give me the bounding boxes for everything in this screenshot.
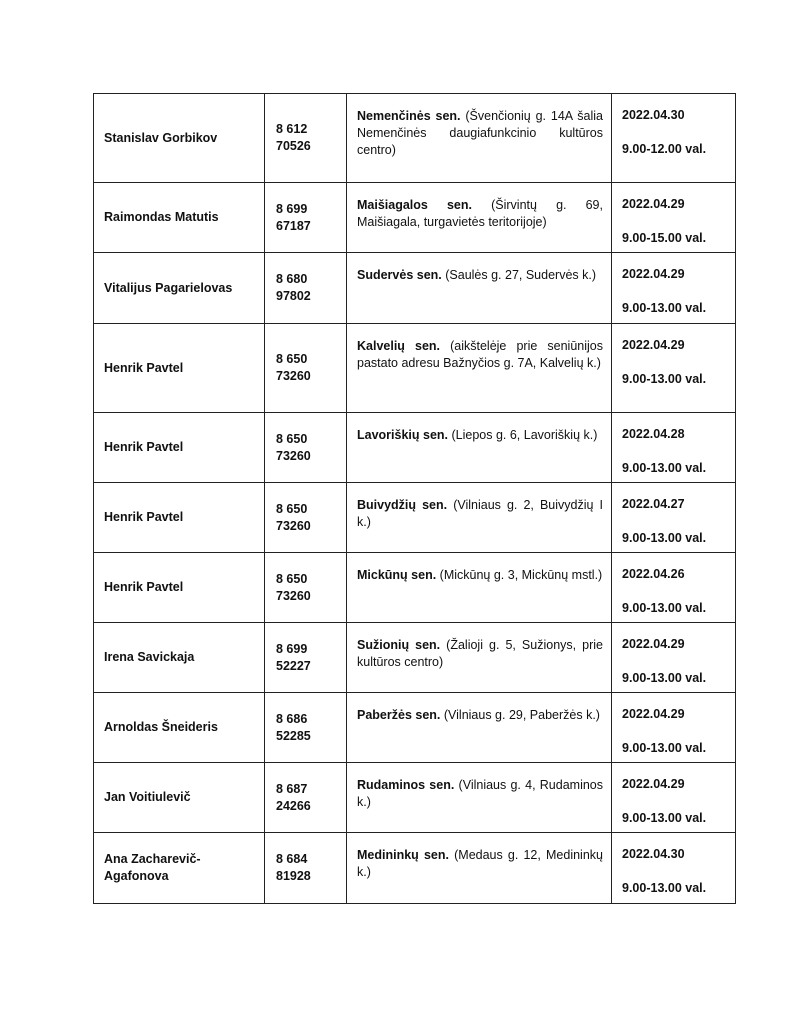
time-cell <box>612 763 736 833</box>
visit-hours: 9.00-13.00 val. <box>622 881 707 895</box>
person-name-cell <box>94 413 265 483</box>
visit-hours: 9.00-13.00 val. <box>622 671 707 685</box>
location-cell <box>347 253 612 324</box>
person-name: Jan Voitiulevič <box>104 790 191 804</box>
phone-prefix: 8 650 <box>276 352 308 366</box>
phone-number: 97802 <box>276 289 311 303</box>
location-address: (Vilniaus g. 4, Rudaminos k.) <box>357 778 604 809</box>
visit-date: 2022.04.29 <box>622 338 685 352</box>
visit-hours: 9.00-13.00 val. <box>622 531 707 545</box>
phone-prefix: 8 686 <box>276 711 308 726</box>
phone-cell <box>265 763 347 833</box>
time-cell <box>612 693 736 763</box>
phone-prefix: 8 699 <box>276 201 308 216</box>
person-name: Henrik Pavtel <box>104 440 184 454</box>
location-cell <box>347 833 612 904</box>
location-address: (Saulės g. 27, Sudervės k.) <box>441 268 597 282</box>
location-address: (Vilniaus g. 2, Buivydžių I k.) <box>357 498 603 529</box>
visit-date: 2022.04.29 <box>622 197 685 211</box>
location-district: Maišiagalos sen. <box>357 198 472 212</box>
phone-number: 52285 <box>276 728 311 743</box>
location-cell <box>347 94 612 183</box>
visit-date: 2022.04.28 <box>622 427 685 441</box>
phone-prefix: 8 699 <box>276 641 308 656</box>
time-cell <box>612 183 736 253</box>
phone-prefix: 8 684 <box>276 852 308 866</box>
table-row <box>94 483 736 553</box>
location-address: (Vilniaus g. 29, Paberžės k.) <box>440 708 600 722</box>
phone-number: 73260 <box>276 448 311 463</box>
phone-prefix: 8 650 <box>276 501 308 516</box>
person-name: Henrik Pavtel <box>104 580 184 594</box>
location-district: Buivydžių sen. <box>357 498 448 512</box>
person-name: Arnoldas Šneideris <box>104 720 218 734</box>
phone-cell <box>265 413 347 483</box>
time-cell <box>612 324 736 413</box>
visit-hours: 9.00-13.00 val. <box>622 741 707 755</box>
table-row <box>94 94 736 183</box>
location-address: (Žalioji g. 5, Sužionys, prie kultūros centro) <box>357 638 603 669</box>
person-name-cell <box>94 693 265 763</box>
person-name: Vitalijus Pagarielovas <box>104 280 233 295</box>
phone-cell <box>265 183 347 253</box>
phone-number: 81928 <box>276 869 311 883</box>
location-address: (aikštelėje prie seniūnijos pastato adresu Bažnyčios g. 7A, Kalvelių k.) <box>357 339 603 370</box>
phone-prefix: 8 680 <box>276 272 308 286</box>
visit-date: 2022.04.27 <box>622 497 685 511</box>
phone-number: 70526 <box>276 139 311 153</box>
phone-number: 73260 <box>276 588 311 603</box>
visit-date: 2022.04.29 <box>622 707 685 721</box>
phone-prefix: 8 687 <box>276 781 308 796</box>
phone-number: 52227 <box>276 658 311 673</box>
phone-prefix: 8 650 <box>276 431 308 446</box>
location-cell <box>347 413 612 483</box>
location-cell <box>347 763 612 833</box>
location-address: (Mickūnų g. 3, Mickūnų mstl.) <box>436 568 603 582</box>
location-cell <box>347 324 612 413</box>
location-district: Lavoriškių sen. <box>357 428 449 442</box>
person-name-cell <box>94 483 265 553</box>
table-row <box>94 324 736 413</box>
time-cell <box>612 623 736 693</box>
location-cell <box>347 623 612 693</box>
table-row <box>94 183 736 253</box>
person-name: Ana Zacharevič-Agafonova <box>104 852 201 883</box>
person-name: Henrik Pavtel <box>104 510 184 524</box>
location-district: Sužionių sen. <box>357 638 441 652</box>
person-name-cell <box>94 324 265 413</box>
location-cell <box>347 693 612 763</box>
schedule-body <box>94 94 736 904</box>
phone-cell <box>265 94 347 183</box>
schedule-table <box>93 93 736 904</box>
person-name-cell <box>94 623 265 693</box>
time-cell <box>612 553 736 623</box>
person-name-cell <box>94 553 265 623</box>
visit-date: 2022.04.29 <box>622 637 685 651</box>
location-district: Paberžės sen. <box>357 708 441 722</box>
phone-prefix: 8 612 <box>276 122 308 136</box>
location-address: (Liepos g. 6, Lavoriškių k.) <box>448 428 598 442</box>
location-cell <box>347 483 612 553</box>
table-row <box>94 413 736 483</box>
location-district: Mickūnų sen. <box>357 568 437 582</box>
location-cell <box>347 553 612 623</box>
visit-hours: 9.00-15.00 val. <box>622 231 707 245</box>
phone-number: 24266 <box>276 798 311 813</box>
person-name-cell <box>94 763 265 833</box>
person-name-cell <box>94 833 265 904</box>
visit-hours: 9.00-12.00 val. <box>622 142 707 156</box>
person-name: Stanislav Gorbikov <box>104 130 218 145</box>
visit-date: 2022.04.30 <box>622 108 685 122</box>
visit-hours: 9.00-13.00 val. <box>622 601 707 615</box>
phone-cell <box>265 623 347 693</box>
phone-number: 73260 <box>276 518 311 533</box>
person-name-cell <box>94 183 265 253</box>
location-district: Medininkų sen. <box>357 848 449 862</box>
table-row <box>94 553 736 623</box>
phone-cell <box>265 324 347 413</box>
phone-prefix: 8 650 <box>276 571 308 586</box>
location-address: (Medaus g. 12, Medininkų k.) <box>357 848 603 879</box>
table-row <box>94 833 736 904</box>
phone-cell <box>265 693 347 763</box>
visit-date: 2022.04.29 <box>622 267 685 281</box>
person-name-cell <box>94 253 265 324</box>
table-row <box>94 763 736 833</box>
visit-hours: 9.00-13.00 val. <box>622 461 707 475</box>
location-district: Nemenčinės sen. <box>357 109 461 123</box>
phone-number: 73260 <box>276 369 311 383</box>
person-name: Raimondas Matutis <box>104 210 219 224</box>
table-row <box>94 623 736 693</box>
person-name-cell <box>94 94 265 183</box>
person-name: Irena Savickaja <box>104 650 195 664</box>
location-address: (Širvintų g. 69, Maišiagala, turgavietės teritorijoje) <box>357 198 603 229</box>
visit-date: 2022.04.30 <box>622 847 685 861</box>
table-row <box>94 253 736 324</box>
person-name: Henrik Pavtel <box>104 360 184 375</box>
phone-cell <box>265 483 347 553</box>
visit-date: 2022.04.26 <box>622 567 685 581</box>
phone-cell <box>265 833 347 904</box>
location-district: Kalvelių sen. <box>357 339 441 353</box>
time-cell <box>612 94 736 183</box>
time-cell <box>612 833 736 904</box>
time-cell <box>612 253 736 324</box>
location-address: (Švenčionių g. 14A šalia Nemenčinės daugiafunkcinio kultūros centro) <box>357 109 603 157</box>
phone-cell <box>265 553 347 623</box>
location-district: Sudervės sen. <box>357 268 442 282</box>
phone-number: 67187 <box>276 218 311 233</box>
visit-hours: 9.00-13.00 val. <box>622 301 707 315</box>
time-cell <box>612 413 736 483</box>
visit-date: 2022.04.29 <box>622 777 685 791</box>
location-district: Rudaminos sen. <box>357 778 455 792</box>
location-cell <box>347 183 612 253</box>
visit-hours: 9.00-13.00 val. <box>622 372 707 386</box>
visit-hours: 9.00-13.00 val. <box>622 811 707 825</box>
time-cell <box>612 483 736 553</box>
phone-cell <box>265 253 347 324</box>
table-row <box>94 693 736 763</box>
